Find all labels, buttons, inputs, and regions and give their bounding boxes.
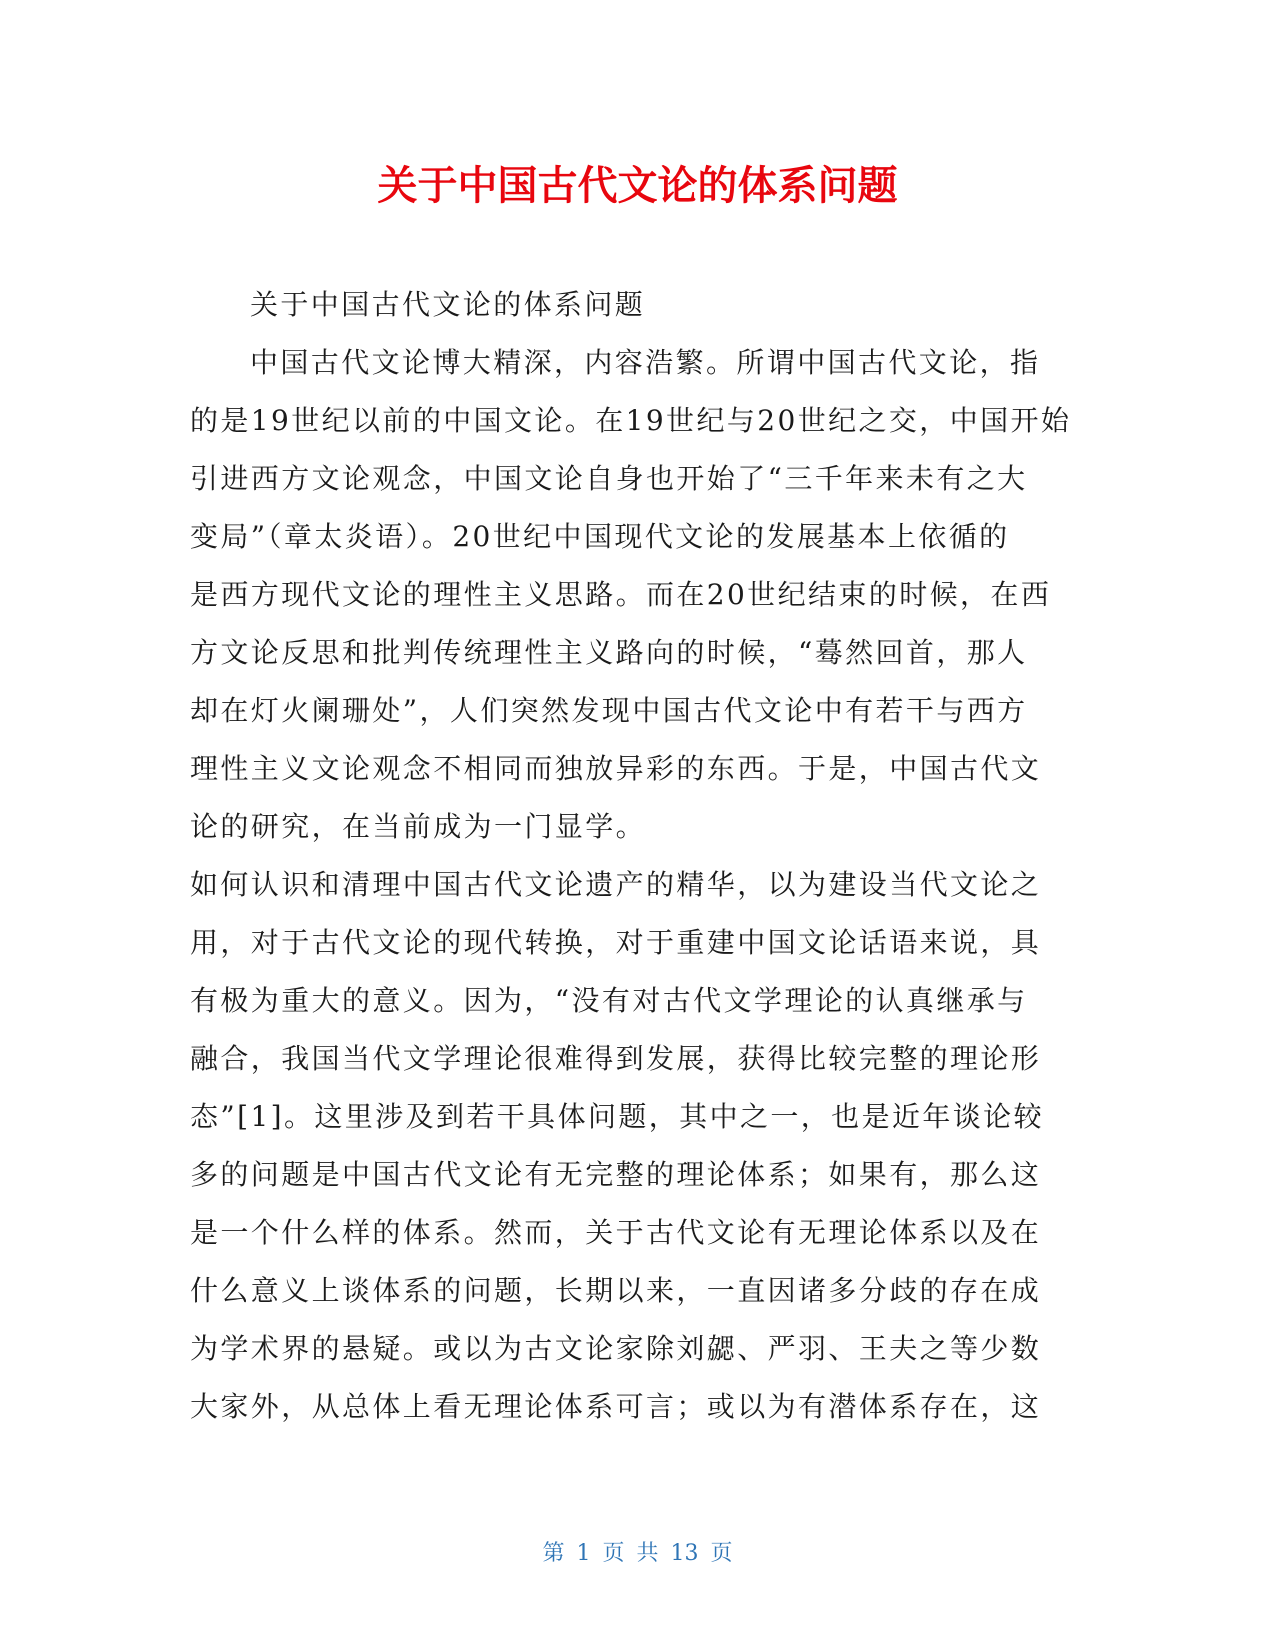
body-line: 态”[1]。这里涉及到若干具体问题，其中之一，也是近年谈论较: [190, 1100, 1044, 1133]
body-line: 什么意义上谈体系的问题，长期以来，一直因诸多分歧的存在成: [190, 1274, 1042, 1307]
body-line: 的是19世纪以前的中国文论。在19世纪与20世纪之交，中国开始: [190, 404, 1072, 437]
footer-page-prefix: 第: [542, 1541, 565, 1566]
footer-total-pages: 13: [670, 1541, 699, 1566]
body-line: 是一个什么样的体系。然而，关于古代文论有无理论体系以及在: [190, 1216, 1042, 1249]
body-line: 关于中国古代文论的体系问题: [250, 288, 646, 321]
body-line: 用，对于古代文论的现代转换，对于重建中国文论话语来说，具: [190, 926, 1042, 959]
document-title: 关于中国古代文论的体系问题: [377, 163, 898, 209]
body-line: 如何认识和清理中国古代文论遗产的精华，以为建设当代文论之: [190, 868, 1042, 901]
footer-current-page: 1: [576, 1541, 591, 1566]
body-line: 融合，我国当代文学理论很难得到发展，获得比较完整的理论形: [190, 1042, 1042, 1075]
body-line: 是西方现代文论的理性主义思路。而在20世纪结束的时候，在西: [190, 578, 1052, 611]
body-line: 大家外，从总体上看无理论体系可言；或以为有潜体系存在，这: [190, 1390, 1042, 1423]
body-line: 论的研究，在当前成为一门显学。: [190, 810, 647, 843]
footer-total-label: 共: [636, 1541, 659, 1566]
body-line: 为学术界的悬疑。或以为古文论家除刘勰、严羽、王夫之等少数: [190, 1332, 1042, 1365]
body-line: 引进西方文论观念，中国文论自身也开始了“三千年来未有之大: [190, 462, 1028, 495]
page-footer: [0, 1538, 1275, 1570]
body-line: 有极为重大的意义。因为，“没有对古代文学理论的认真继承与: [190, 984, 1028, 1017]
body-line: 却在灯火阑珊处”，人们突然发现中国古代文论中有若干与西方: [190, 694, 1028, 727]
body-line: 方文论反思和批判传统理性主义路向的时候，“蓦然回首，那人: [190, 636, 1028, 669]
footer-page-mid: 页: [602, 1541, 625, 1566]
body-line: 多的问题是中国古代文论有无完整的理论体系；如果有，那么这: [190, 1158, 1042, 1191]
footer-page-suffix: 页: [710, 1541, 733, 1566]
body-line: 中国古代文论博大精深，内容浩繁。所谓中国古代文论，指: [250, 346, 1041, 379]
body-line: 变局”（章太炎语）。20世纪中国现代文论的发展基本上依循的: [190, 520, 1010, 553]
body-line: 理性主义文论观念不相同而独放异彩的东西。于是，中国古代文: [190, 752, 1042, 785]
